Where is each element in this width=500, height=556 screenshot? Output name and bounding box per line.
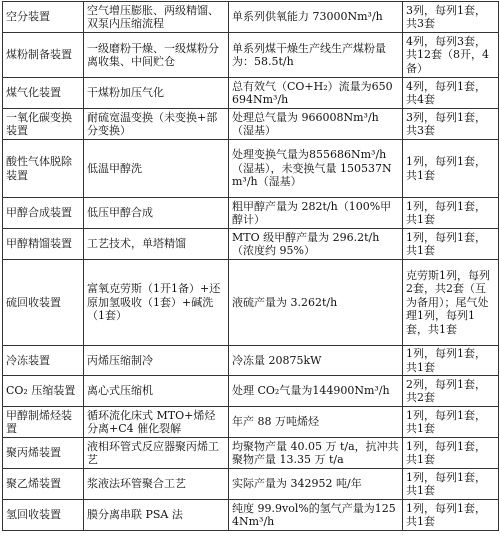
table-row [3, 198, 499, 229]
config-cell: 4列，每列3套，共12套（8开，4备） [403, 33, 499, 78]
capacity-cell: 总有效气（CO+H₂）流量为650694Nm³/h [229, 78, 403, 109]
process-cell: 工艺技术，单塔精馏 [84, 229, 229, 260]
config-cell: 克劳斯1列，每列2套，共2套（互为备用）；尾气处理1列，每列1套，共1套 [403, 260, 499, 346]
process-cell: 空气增压膨胀、两级精馏、双泵内压缩流程 [84, 2, 229, 33]
config-cell: 1列，每列1套，共1套 [403, 469, 499, 500]
device-name-cell: 空分装置 [3, 2, 84, 33]
device-name-cell: 煤粉制备装置 [3, 33, 84, 78]
config-cell: 1列，每列1套，共1套 [403, 140, 499, 198]
config-cell: 3列，每列1套，共3套 [403, 109, 499, 140]
capacity-cell: 液硫产量为 3.262t/h [229, 260, 403, 346]
device-name-cell: 硫回收装置 [3, 260, 84, 346]
capacity-cell: 单系列供氧能力 73000Nm³/h [229, 2, 403, 33]
capacity-cell: 实际产量为 342952 吨/年 [229, 469, 403, 500]
process-cell: 干煤粉加压气化 [84, 78, 229, 109]
table-row [3, 500, 499, 531]
device-table [2, 1, 499, 531]
capacity-cell: 均聚物产量 40.05 万 t/a，抗冲共聚物产量 13.35 万 t/a [229, 438, 403, 469]
config-cell: 4列，每列1套，共4套 [403, 78, 499, 109]
device-name-cell: 甲醇精馏装置 [3, 229, 84, 260]
config-cell: 3列，每列1套，共3套 [403, 2, 499, 33]
capacity-cell: 单系列煤干燥生产线生产煤粉量为：58.5t/h [229, 33, 403, 78]
process-cell: 循环流化床式 MTO+烯烃分离+C4 催化裂解 [84, 407, 229, 438]
device-name-cell: 氢回收装置 [3, 500, 84, 531]
table-row [3, 140, 499, 198]
table-row [3, 376, 499, 407]
device-name-cell: 甲醇合成装置 [3, 198, 84, 229]
config-cell: 1列，每列1套，共1套 [403, 229, 499, 260]
process-cell: 液相环管式反应器聚丙烯工艺 [84, 438, 229, 469]
capacity-cell: 冷冻量 20875kW [229, 346, 403, 376]
table-row [3, 469, 499, 500]
device-name-cell: 冷冻装置 [3, 346, 84, 376]
table-row [3, 78, 499, 109]
capacity-cell: MTO 级甲醇产量为 296.2t/h（浓度约 95%） [229, 229, 403, 260]
device-name-cell: 聚丙烯装置 [3, 438, 84, 469]
config-cell: 1列，每列1套，共1套 [403, 198, 499, 229]
device-name-cell: 酸性气体脱除装置 [3, 140, 84, 198]
config-cell: 1列，每列1套，共1套 [403, 346, 499, 376]
process-cell: 低压甲醇合成 [84, 198, 229, 229]
process-cell: 富氧克劳斯（1开1备）+还原加氢吸收（1套）+碱洗（1套） [84, 260, 229, 346]
table-row [3, 229, 499, 260]
process-cell: 低温甲醇洗 [84, 140, 229, 198]
process-cell: 浆液法环管聚合工艺 [84, 469, 229, 500]
table-row [3, 33, 499, 78]
config-cell: 1列，每列1套，共1套 [403, 500, 499, 531]
process-cell: 膜分离串联 PSA 法 [84, 500, 229, 531]
process-cell: 一级磨粉干燥、一级煤粉分离收集、中间贮仓 [84, 33, 229, 78]
process-cell: 耐硫宽温变换（未变换+部分变换） [84, 109, 229, 140]
table-row [3, 260, 499, 346]
capacity-cell: 纯度 99.9vol%的氢气产量为1254Nm³/h [229, 500, 403, 531]
config-cell: 1列，每列1套，共1套 [403, 407, 499, 438]
process-cell: 丙烯压缩制冷 [84, 346, 229, 376]
capacity-cell: 处理 CO₂气量为144900Nm³/h [229, 376, 403, 407]
capacity-cell: 处理总气量为 966008Nm³/h（湿基） [229, 109, 403, 140]
device-name-cell: CO₂ 压缩装置 [3, 376, 84, 407]
device-name-cell: 一氧化碳变换装置 [3, 109, 84, 140]
device-name-cell: 甲醇制烯烃装置 [3, 407, 84, 438]
capacity-cell: 处理变换气量为855686Nm³/h（湿基），未变换气量 150537Nm³/h（湿基） [229, 140, 403, 198]
config-cell: 1列，每列1套，共1套 [403, 438, 499, 469]
table-row [3, 407, 499, 438]
process-cell: 离心式压缩机 [84, 376, 229, 407]
device-name-cell: 煤气化装置 [3, 78, 84, 109]
table-row [3, 109, 499, 140]
config-cell: 2列，每列1套，共2套 [403, 376, 499, 407]
table-row [3, 346, 499, 376]
device-name-cell: 聚乙烯装置 [3, 469, 84, 500]
capacity-cell: 粗甲醇产量为 282t/h（100%甲醇计） [229, 198, 403, 229]
capacity-cell: 年产 88 万吨烯烃 [229, 407, 403, 438]
table-row [3, 438, 499, 469]
table-row [3, 2, 499, 33]
